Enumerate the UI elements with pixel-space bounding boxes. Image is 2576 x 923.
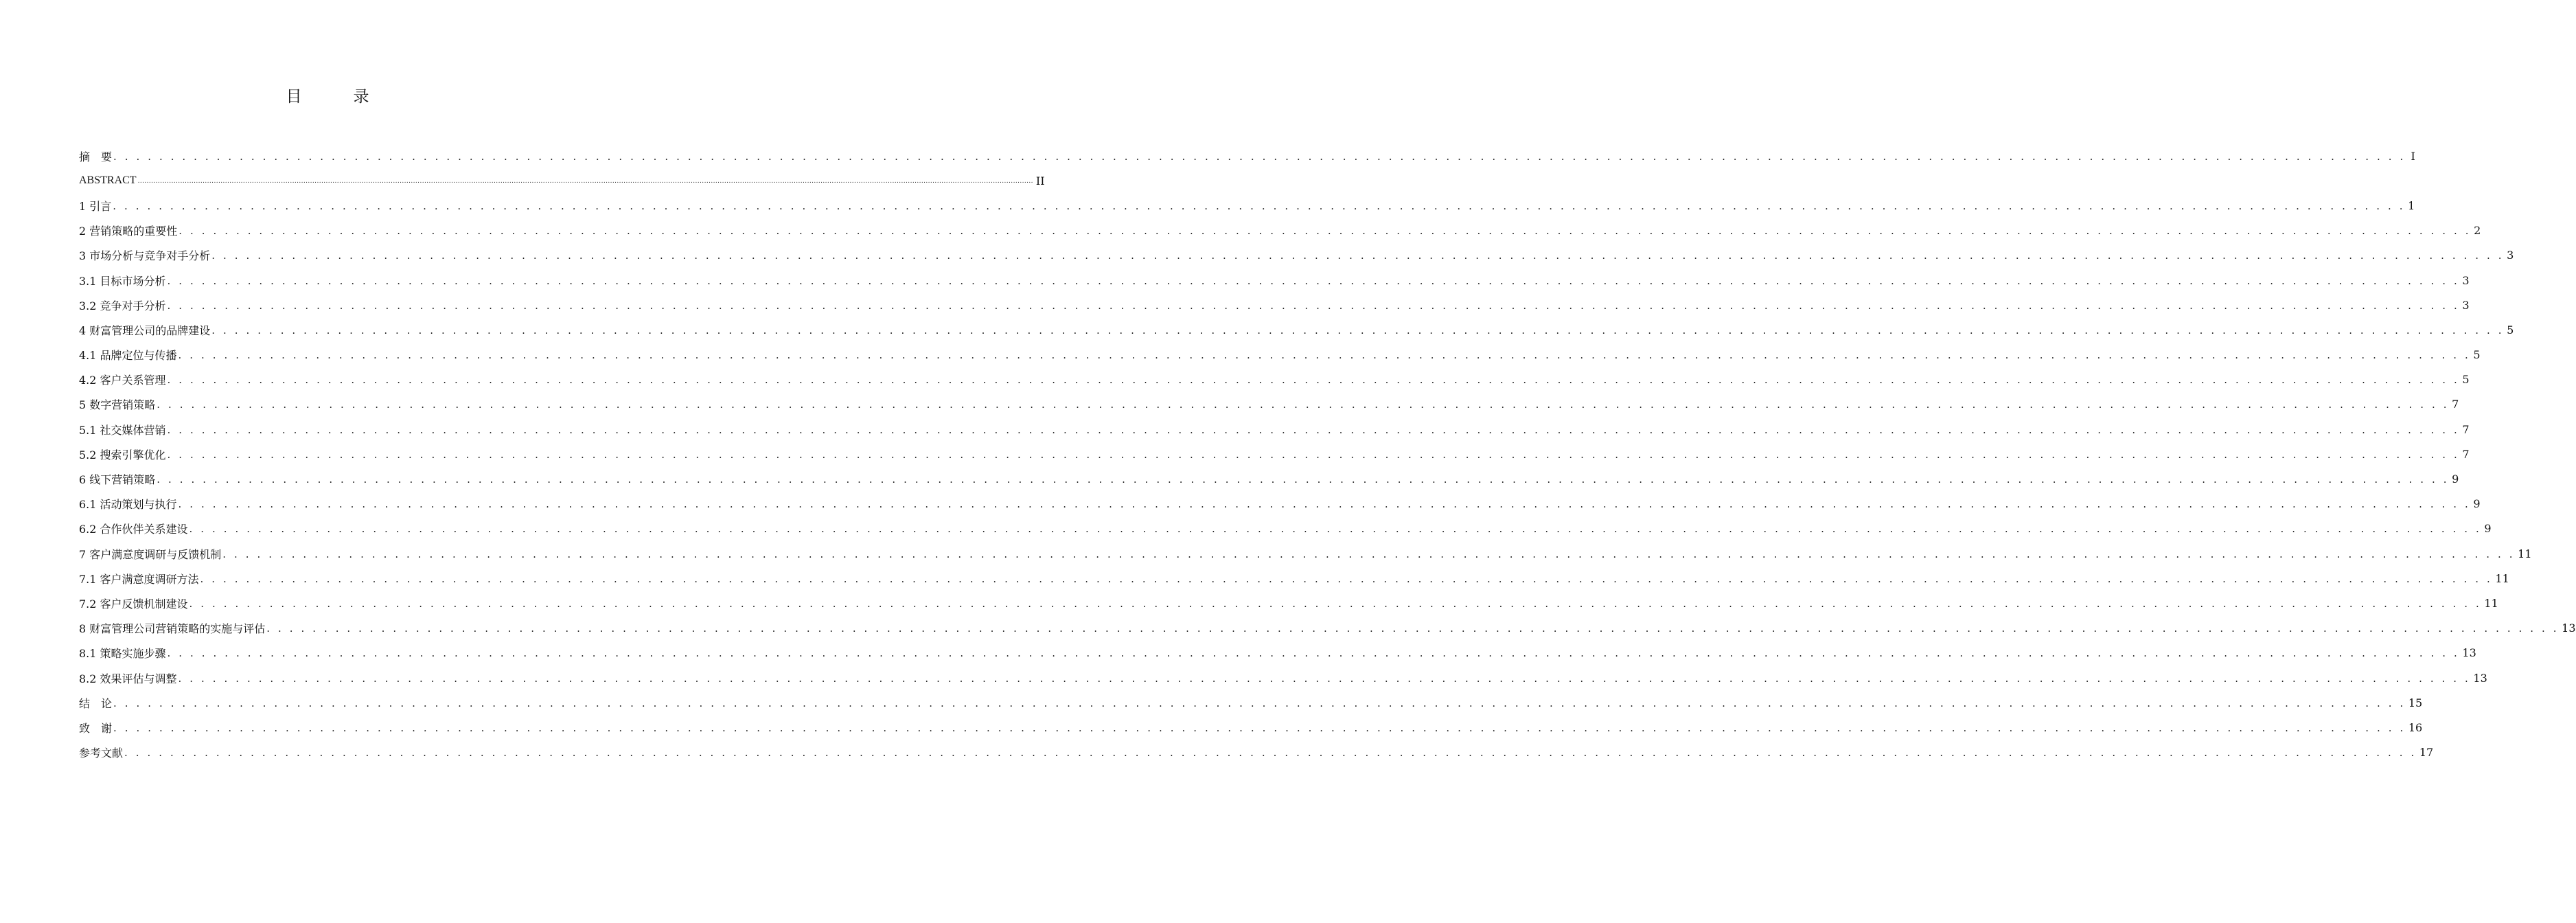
toc-entry[interactable] bbox=[79, 168, 1045, 193]
toc-leader-dots: . . . . . . . . . . . . . . . . . . . . . . . . . . . . . . . . . . . . . . . . . . . . . . . . . . . . . . . . . . . . . . . . . . . . . . . . . . . . . . . . . . . . . . . . . . . . . . . . . . . . . . . . . . . . . . . . . . . . . . . . . . . . . . . . . . . . . . . . . . . . . . . . . . . . . . . . . . . . . . . . . . . . . . . . . . . . . . . . . . . . . . . . . . . . . . . . . . . . . . . . bbox=[167, 448, 2460, 461]
toc-leader-dots: . . . . . . . . . . . . . . . . . . . . . . . . . . . . . . . . . . . . . . . . . . . . . . . . . . . . . . . . . . . . . . . . . . . . . . . . . . . . . . . . . . . . . . . . . . . . . . . . . . . . . . . . . . . . . . . . . . . . . . . . . . . . . . . . . . . . . . . . . . . . . . . . . . . . . . . . . . . . . . . . . . . . . . . . . . . . . . . . . . . . . . . . . . . . . . . . . . . . . . . . bbox=[124, 747, 2417, 760]
toc-entry-page-number: 5 bbox=[2507, 323, 2514, 337]
toc-entry-label: 摘 要 bbox=[79, 148, 113, 164]
toc-entry[interactable] bbox=[79, 343, 2481, 367]
toc-entry-page-number: 11 bbox=[2484, 596, 2498, 610]
toc-entry-page-number: 11 bbox=[2495, 571, 2509, 585]
toc-entry[interactable] bbox=[79, 566, 2509, 591]
toc-entry-page-number: 17 bbox=[2419, 746, 2434, 760]
toc-entry-label: 4.1 品牌定位与传播 bbox=[79, 347, 178, 363]
toc-leader-dots: . . . . . . . . . . . . . . . . . . . . . . . . . . . . . . . . . . . . . . . . . . . . . . . . . . . . . . . . . . . . . . . . . . . . . . . . . . . . . . . . . . . . . . . . . . . . . . . . . . . . . . . . . . . . . . . . . . . . . . . . . . . . . . . . . . . . . . . . . . . . . . . . . . . . . . . . . . . . . . . . . . . . . . . . . . . . . . . . . . . . . . . . . . . . . . . . . . . . . . . . bbox=[167, 299, 2460, 312]
toc-entry[interactable] bbox=[79, 641, 2476, 665]
toc-leader-dots: . . . . . . . . . . . . . . . . . . . . . . . . . . . . . . . . . . . . . . . . . . . . . . . . . . . . . . . . . . . . . . . . . . . . . . . . . . . . . . . . . . . . . . . . . . . . . . . . . . . . . . . . . . . . . . . . . . . . . . . . . . . . . . . . . . . . . . . . . . . . . . . . . . . . . . . . . . . . . . . . . . . . . . . . . . . . . . . . . . . . . . . . . . . . . . . . . . . . . . . . bbox=[178, 498, 2471, 511]
toc-leader-dots: . . . . . . . . . . . . . . . . . . . . . . . . . . . . . . . . . . . . . . . . . . . . . . . . . . . . . . . . . . . . . . . . . . . . . . . . . . . . . . . . . . . . . . . . . . . . . . . . . . . . . . . . . . . . . . . . . . . . . . . . . . . . . . . . . . . . . . . . . . . . . . . . . . . . . . . . . . . . . . . . . . . . . . . . . . . . . . . . . . . . . . . . . . . . . . . . . . . . . . . . bbox=[211, 323, 2505, 337]
toc-entry-label: 4 财富管理公司的品牌建设 bbox=[79, 322, 211, 338]
toc-entry[interactable] bbox=[79, 392, 2459, 417]
toc-entry[interactable] bbox=[79, 516, 2492, 541]
toc-leader-dots: . . . . . . . . . . . . . . . . . . . . . . . . . . . . . . . . . . . . . . . . . . . . . . . . . . . . . . . . . . . . . . . . . . . . . . . . . . . . . . . . . . . . . . . . . . . . . . . . . . . . . . . . . . . . . . . . . . . . . . . . . . . . . . . . . . . . . . . . . . . . . . . . . . . . . . . . . . . . . . . . . . . . . . . . . . . . . . . . . . . . . . . . . . . . . . . . . . . . . . . . bbox=[167, 423, 2460, 436]
toc-leader-dots: . . . . . . . . . . . . . . . . . . . . . . . . . . . . . . . . . . . . . . . . . . . . . . . . . . . . . . . . . . . . . . . . . . . . . . . . . . . . . . . . . . . . . . . . . . . . . . . . . . . . . . . . . . . . . . . . . . . . . . . . . . . . . . . . . . . . . . . . . . . . . . . . . . . . . . . . . . . . . . . . . . . . . . . . . . . . . . . . . . . . . . . . . . . . . . . . . . . . . . . . bbox=[266, 622, 2560, 635]
toc-entry[interactable] bbox=[79, 442, 2470, 466]
toc-entry-page-number: 13 bbox=[2473, 671, 2487, 685]
toc-entry[interactable] bbox=[79, 417, 2470, 442]
toc-leader-dots: . . . . . . . . . . . . . . . . . . . . . . . . . . . . . . . . . . . . . . . . . . . . . . . . . . . . . . . . . . . . . . . . . . . . . . . . . . . . . . . . . . . . . . . . . . . . . . . . . . . . . . . . . . . . . . . . . . . . . . . . . . . . . . . . . . . . . . . . . . . . . . . . . . . . . . . . . . . . . . . . . . . . . . . . . . . . . . . . . . . . . . . . . . . . . . . . . . . . . . . . bbox=[157, 473, 2450, 486]
toc-title: 目 录 bbox=[286, 88, 387, 106]
toc-entry-page-number: 3 bbox=[2462, 273, 2470, 287]
toc-entry-page-number: 1 bbox=[2408, 198, 2415, 212]
toc-leader-dots: . . . . . . . . . . . . . . . . . . . . . . . . . . . . . . . . . . . . . . . . . . . . . . . . . . . . . . . . . . . . . . . . . . . . . . . . . . . . . . . . . . . . . . . . . . . . . . . . . . . . . . . . . . . . . . . . . . . . . . . . . . . . . . . . . . . . . . . . . . . . . . . . . . . . . . . . . . . . . . . . . . . . . . . . . . . . . . . . . . . . . . . . . . . . . . . . . . . . . . . . bbox=[189, 597, 2482, 610]
toc-entry-label: 7.1 客户满意度调研方法 bbox=[79, 571, 200, 586]
toc-entry-page-number: 5 bbox=[2462, 373, 2470, 387]
toc-leader-dots: . . . . . . . . . . . . . . . . . . . . . . . . . . . . . . . . . . . . . . . . . . . . . . . . . . . . . . . . . . . . . . . . . . . . . . . . . . . . . . . . . . . . . . . . . . . . . . . . . . . . . . . . . . . . . . . . . . . . . . . . . . . . . . . . . . . . . . . . . . . . . . . . . . . . . . . . . . . . . . . . . . . . . . . . . . . . . . . . . . . . . . . . . . . . . . . . . . . . . . . . bbox=[113, 696, 2406, 709]
toc-leader-dots: . . . . . . . . . . . . . . . . . . . . . . . . . . . . . . . . . . . . . . . . . . . . . . . . . . . . . . . . . . . . . . . . . . . . . . . . . . . . . . . . . . . . . . . . . . . . . . . . . . . . . . . . . . . . . . . . . . . . . . . . . . . . . . . . . . . . . . . . . . . . . . . . . . . . . . . . . . . . . . . . . . . . . . . . . . . . . . . . . . . . . . . . . . . . . . . . . . . . . . . . bbox=[211, 249, 2505, 262]
toc-entry[interactable] bbox=[79, 715, 2423, 740]
toc-entry-label: 1 引言 bbox=[79, 198, 112, 214]
toc-entry[interactable] bbox=[79, 591, 2498, 615]
toc-entry-page-number: I bbox=[2411, 149, 2415, 163]
toc-entry[interactable] bbox=[79, 466, 2459, 491]
toc-entry-page-number: 7 bbox=[2462, 422, 2470, 436]
toc-entry-page-number: 9 bbox=[2452, 472, 2459, 486]
toc-entry-label: 2 营销策略的重要性 bbox=[79, 223, 178, 238]
toc-entry-label: 8.1 策略实施步骤 bbox=[79, 645, 167, 661]
toc-entry[interactable] bbox=[79, 268, 2470, 293]
toc-leader-dots: . . . . . . . . . . . . . . . . . . . . . . . . . . . . . . . . . . . . . . . . . . . . . . . . . . . . . . . . . . . . . . . . . . . . . . . . . . . . . . . . . . . . . . . . . . . . . . . . . . . . . . . . . . . . . . . . . . . . . . . . . . . . . . . . . . . . . . . . . . . . . . . . . . . . . . . . . . . . . . . . . . . . . . . . . . . . . . . . . . . . . . . . . . . . . . . . . . . . . . . . bbox=[178, 672, 2471, 685]
toc-entry-label: ABSTRACT bbox=[79, 174, 137, 187]
toc-entry-label: 结 论 bbox=[79, 695, 113, 711]
toc-entry[interactable] bbox=[79, 317, 2514, 342]
toc-entry[interactable] bbox=[79, 492, 2481, 516]
toc-entry-label: 8.2 效果评估与调整 bbox=[79, 670, 178, 686]
toc-entry-page-number: 11 bbox=[2518, 547, 2532, 560]
toc-entry-page-number: 3 bbox=[2462, 298, 2470, 312]
toc-entry-page-number: 16 bbox=[2408, 720, 2423, 734]
toc-leader-dots: . . . . . . . . . . . . . . . . . . . . . . . . . . . . . . . . . . . . . . . . . . . . . . . . . . . . . . . . . . . . . . . . . . . . . . . . . . . . . . . . . . . . . . . . . . . . . . . . . . . . . . . . . . . . . . . . . . . . . . . . . . . . . . . . . . . . . . . . . . . . . . . . . . . . . . . . . . . . . . . . . . . . . . . . . . . . . . . . . . . . . . . . . . . . . . . . . . . . . . . . bbox=[113, 721, 2406, 734]
toc-entry-label: 6 线下营销策略 bbox=[79, 471, 156, 487]
toc-entry[interactable] bbox=[79, 144, 2415, 168]
toc-leader-dots: . . . . . . . . . . . . . . . . . . . . . . . . . . . . . . . . . . . . . . . . . . . . . . . . . . . . . . . . . . . . . . . . . . . . . . . . . . . . . . . . . . . . . . . . . . . . . . . . . . . . . . . . . . . . . . . . . . . . . . . . . . . . . . . . . . . . . . . . . . . . . . . . . . . . . . . . . . . . . . . . . . . . . . . . . . . . . . . . . . . . . . . . . . . . . . . . . . . . . . . . bbox=[200, 572, 2493, 585]
toc-entry-label: 参考文献 bbox=[79, 744, 124, 760]
toc-entry-label: 3.1 目标市场分析 bbox=[79, 273, 167, 288]
toc-entry[interactable] bbox=[79, 665, 2487, 690]
toc-entry[interactable] bbox=[79, 367, 2470, 392]
toc-entry-page-number: 13 bbox=[2462, 646, 2476, 660]
toc-entry-page-number: 9 bbox=[2473, 497, 2481, 511]
toc-entry-label: 7 客户满意度调研与反馈机制 bbox=[79, 546, 222, 562]
toc-entry-label: 3.2 竞争对手分析 bbox=[79, 297, 167, 313]
toc-entry[interactable] bbox=[79, 218, 2481, 243]
toc-leader-dots: . . . . . . . . . . . . . . . . . . . . . . . . . . . . . . . . . . . . . . . . . . . . . . . . . . . . . . . . . . . . . . . . . . . . . . . . . . . . . . . . . . . . . . . . . . . . . . . . . . . . . . . . . . . . . . . . . . . . . . . . . . . . . . . . . . . . . . . . . . . . . . . . . . . . . . . . . . . . . . . . . . . . . . . . . . . . . . . . . . . . . . . . . . . . . . . . . . . . . . . . bbox=[167, 274, 2460, 287]
toc-entry-label: 7.2 客户反馈机制建设 bbox=[79, 595, 189, 611]
toc-entry-label: 5 数字营销策略 bbox=[79, 396, 156, 412]
toc-entry-page-number: 7 bbox=[2462, 447, 2470, 461]
toc-entry-label: 6.1 活动策划与执行 bbox=[79, 496, 178, 512]
toc-leader-dots: . . . . . . . . . . . . . . . . . . . . . . . . . . . . . . . . . . . . . . . . . . . . . . . . . . . . . . . . . . . . . . . . . . . . . . . . . . . . . . . . . . . . . . . . . . . . . . . . . . . . . . . . . . . . . . . . . . . . . . . . . . . . . . . . . . . . . . . . . . . . . . . . . . . . . . . . . . . . . . . . . . . . . . . . . . . . . . . . . . . . . . . . . . . . . . . . . . . . . . . . bbox=[113, 150, 2406, 163]
toc-entry-page-number: 9 bbox=[2484, 522, 2492, 536]
toc-entry[interactable] bbox=[79, 690, 2423, 715]
toc-leader-dots: . . . . . . . . . . . . . . . . . . . . . . . . . . . . . . . . . . . . . . . . . . . . . . . . . . . . . . . . . . . . . . . . . . . . . . . . . . . . . . . . . . . . . . . . . . . . . . . . . . . . . . . . . . . . . . . . . . . . . . . . . . . . . . . . . . . . . . . . . . . . . . . . . . . . . . . . . . . . . . . . . . . . . . . . . . . . . . . . . . . . . . . . . . . . . . . . . . . . . . . . bbox=[178, 349, 2471, 362]
toc-leader-dots: . . . . . . . . . . . . . . . . . . . . . . . . . . . . . . . . . . . . . . . . . . . . . . . . . . . . . . . . . . . . . . . . . . . . . . . . . . . . . . . . . . . . . . . . . . . . . . . . . . . . . . . . . . . . . . . . . . . . . . . . . . . . . . . . . . . . . . . . . . . . . . . . . . . . . . . . . . . . . . . . . . . . . . . . . . . . . . . . . . . . . . . . . . . . . . . . . . . . . . . . bbox=[179, 225, 2472, 238]
toc-entry-page-number: 2 bbox=[2474, 224, 2481, 238]
toc-entry[interactable] bbox=[79, 293, 2470, 317]
toc-entry-page-number: 3 bbox=[2507, 249, 2514, 262]
toc-entry-page-number: II bbox=[1035, 174, 1045, 187]
toc-entry-label: 8 财富管理公司营销策略的实施与评估 bbox=[79, 620, 266, 636]
toc-leader-dots: . . . . . . . . . . . . . . . . . . . . . . . . . . . . . . . . . . . . . . . . . . . . . . . . . . . . . . . . . . . . . . . . . . . . . . . . . . . . . . . . . . . . . . . . . . . . . . . . . . . . . . . . . . . . . . . . . . . . . . . . . . . . . . . . . . . . . . . . . . . . . . . . . . . . . . . . . . . . . . . . . . . . . . . . . . . . . . . . . . . . . . . . . . . . . . . . . . . . . . . . bbox=[167, 647, 2460, 660]
toc-entry[interactable] bbox=[79, 243, 2514, 268]
toc-list bbox=[79, 144, 2576, 765]
toc-entry[interactable] bbox=[79, 616, 2576, 641]
toc-entry-label: 3 市场分析与竞争对手分析 bbox=[79, 247, 211, 263]
toc-leader-dots: . . . . . . . . . . . . . . . . . . . . . . . . . . . . . . . . . . . . . . . . . . . . . . . . . . . . . . . . . . . . . . . . . . . . . . . . . . . . . . . . . . . . . . . . . . . . . . . . . . . . . . . . . . . . . . . . . . . . . . . . . . . . . . . . . . . . . . . . . . . . . . . . . . . . . . . . . . . . . . . . . . . . . . . . . . . . . . . . . . . . . . . . . . . . . . . . . . . . . . . . bbox=[222, 547, 2516, 560]
toc-entry-page-number: 13 bbox=[2562, 622, 2576, 635]
toc-entry-label: 致 谢 bbox=[79, 720, 113, 736]
toc-entry-page-number: 7 bbox=[2452, 398, 2459, 411]
toc-entry[interactable] bbox=[79, 740, 2434, 765]
toc-entry[interactable] bbox=[79, 541, 2532, 566]
toc-entry-label: 5.2 搜索引擎优化 bbox=[79, 446, 167, 462]
toc-entry[interactable] bbox=[79, 193, 2415, 218]
toc-leader-dots: . . . . . . . . . . . . . . . . . . . . . . . . . . . . . . . . . . . . . . . . . . . . . . . . . . . . . . . . . . . . . . . . . . . . . . . . . . . . . . . . . . . . . . . . . . . . . . . . . . . . . . . . . . . . . . . . . . . . . . . . . . . . . . . . . . . . . . . . . . . . . . . . . . . . . . . . . . . . . . . . . . . . . . . . . . . . . . . . . . . . . . . . . . . . . . . . . . . . . . . . bbox=[189, 523, 2482, 536]
toc-leader-dots: ................................................................................................................................................................................................................................................................................................................................................................................................................ bbox=[137, 177, 1033, 185]
toc-entry-label: 5.1 社交媒体营销 bbox=[79, 422, 167, 437]
toc-entry-page-number: 5 bbox=[2473, 348, 2481, 362]
toc-entry-label: 4.2 客户关系管理 bbox=[79, 372, 167, 387]
toc-entry-label: 6.2 合作伙伴关系建设 bbox=[79, 521, 189, 536]
toc-leader-dots: . . . . . . . . . . . . . . . . . . . . . . . . . . . . . . . . . . . . . . . . . . . . . . . . . . . . . . . . . . . . . . . . . . . . . . . . . . . . . . . . . . . . . . . . . . . . . . . . . . . . . . . . . . . . . . . . . . . . . . . . . . . . . . . . . . . . . . . . . . . . . . . . . . . . . . . . . . . . . . . . . . . . . . . . . . . . . . . . . . . . . . . . . . . . . . . . . . . . . . . . bbox=[167, 374, 2460, 387]
toc-entry-page-number: 15 bbox=[2408, 696, 2423, 709]
toc-leader-dots: . . . . . . . . . . . . . . . . . . . . . . . . . . . . . . . . . . . . . . . . . . . . . . . . . . . . . . . . . . . . . . . . . . . . . . . . . . . . . . . . . . . . . . . . . . . . . . . . . . . . . . . . . . . . . . . . . . . . . . . . . . . . . . . . . . . . . . . . . . . . . . . . . . . . . . . . . . . . . . . . . . . . . . . . . . . . . . . . . . . . . . . . . . . . . . . . . . . . . . . . bbox=[113, 199, 2406, 212]
toc-leader-dots: . . . . . . . . . . . . . . . . . . . . . . . . . . . . . . . . . . . . . . . . . . . . . . . . . . . . . . . . . . . . . . . . . . . . . . . . . . . . . . . . . . . . . . . . . . . . . . . . . . . . . . . . . . . . . . . . . . . . . . . . . . . . . . . . . . . . . . . . . . . . . . . . . . . . . . . . . . . . . . . . . . . . . . . . . . . . . . . . . . . . . . . . . . . . . . . . . . . . . . . . bbox=[157, 398, 2450, 411]
